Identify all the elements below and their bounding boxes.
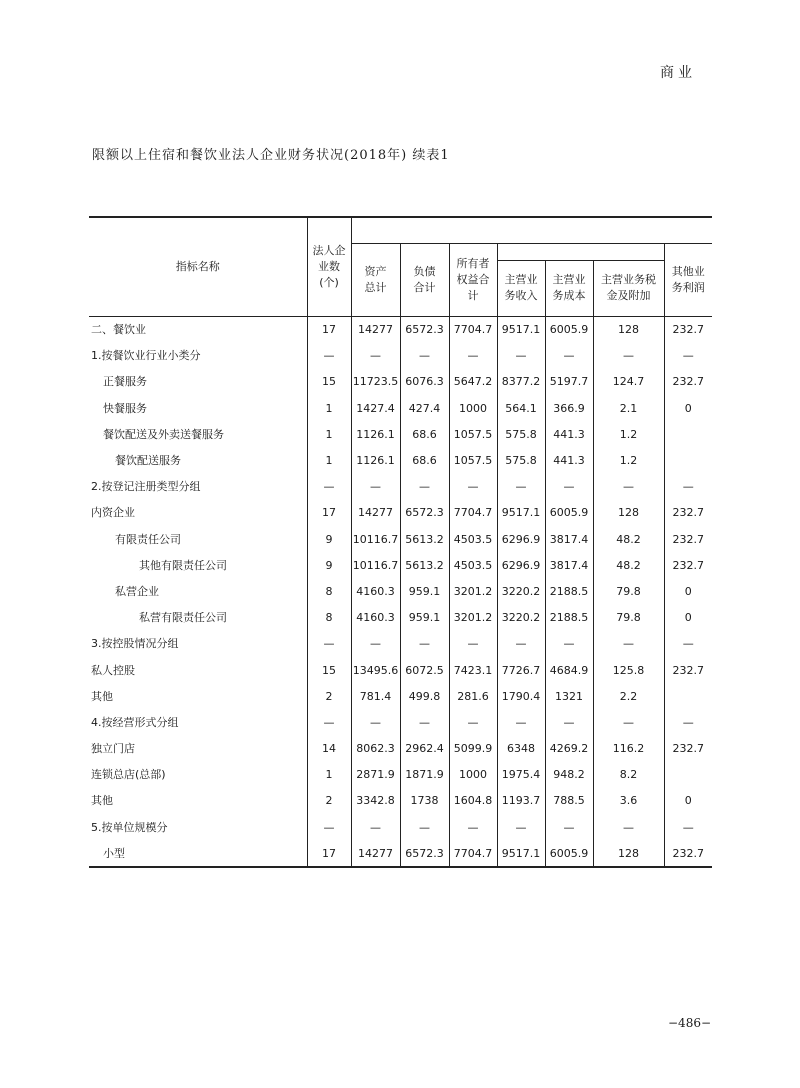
cell-other (664, 447, 712, 473)
row-label: 私人控股 (91, 663, 135, 677)
cell-other: 0 (664, 578, 712, 604)
cell-other: 232.7 (664, 500, 712, 526)
page-number: −486− (668, 1016, 712, 1030)
cell-liabilities: 5613.2 (400, 526, 449, 552)
cell-count: 8 (307, 605, 351, 631)
cell-liabilities: 499.8 (400, 683, 449, 709)
table-row (89, 814, 712, 840)
cell-cost: 2188.5 (545, 605, 593, 631)
row-label: 快餐服务 (103, 401, 147, 415)
cell-cost: 2188.5 (545, 578, 593, 604)
cell-assets: — (351, 474, 400, 500)
cell-liabilities: 5613.2 (400, 552, 449, 578)
cell-other: 232.7 (664, 369, 712, 395)
cell-equity: — (449, 474, 497, 500)
row-label: 有限责任公司 (115, 532, 181, 546)
cell-cost: — (545, 474, 593, 500)
row-label: 3.按控股情况分组 (91, 637, 179, 651)
cell-tax: 3.6 (593, 788, 664, 814)
cell-assets: 1427.4 (351, 395, 400, 421)
cell-equity: 3201.2 (449, 605, 497, 631)
cell-liabilities: 68.6 (400, 421, 449, 447)
cell-assets: 10116.7 (351, 526, 400, 552)
cell-liabilities: 1738 (400, 788, 449, 814)
table-row (89, 369, 712, 395)
header-liabilities: 负债合计 (400, 243, 449, 316)
cell-cost: — (545, 631, 593, 657)
cell-assets: 4160.3 (351, 578, 400, 604)
cell-count: 1 (307, 762, 351, 788)
cell-count: 1 (307, 421, 351, 447)
cell-assets: 4160.3 (351, 605, 400, 631)
cell-assets: — (351, 814, 400, 840)
cell-liabilities: 959.1 (400, 605, 449, 631)
cell-cost: 6005.9 (545, 840, 593, 867)
cell-count: 17 (307, 840, 351, 867)
cell-count: 2 (307, 683, 351, 709)
cell-other (664, 683, 712, 709)
cell-revenue: 9517.1 (497, 500, 545, 526)
row-label: 其他 (91, 689, 113, 703)
cell-other: 232.7 (664, 657, 712, 683)
cell-revenue: 575.8 (497, 447, 545, 473)
cell-cost: 5197.7 (545, 369, 593, 395)
cell-cost: 441.3 (545, 421, 593, 447)
cell-revenue: — (497, 474, 545, 500)
cell-assets: 14277 (351, 500, 400, 526)
cell-count: 2 (307, 788, 351, 814)
cell-count: — (307, 474, 351, 500)
cell-liabilities: 6572.3 (400, 840, 449, 867)
cell-count: 15 (307, 657, 351, 683)
cell-other: 0 (664, 605, 712, 631)
header-count: 法人企业数(个) (307, 217, 351, 316)
row-label: 私营企业 (115, 584, 159, 598)
row-label: 正餐服务 (103, 375, 147, 389)
cell-revenue: — (497, 343, 545, 369)
cell-tax: — (593, 631, 664, 657)
cell-equity: 7704.7 (449, 316, 497, 343)
cell-other: 0 (664, 395, 712, 421)
cell-tax: — (593, 814, 664, 840)
cell-liabilities: — (400, 709, 449, 735)
cell-assets: 3342.8 (351, 788, 400, 814)
cell-other: — (664, 343, 712, 369)
cell-equity: — (449, 631, 497, 657)
cell-assets: 13495.6 (351, 657, 400, 683)
row-label: 2.按登记注册类型分组 (91, 480, 201, 494)
cell-count: 9 (307, 552, 351, 578)
cell-equity: 4503.5 (449, 526, 497, 552)
cell-revenue: 6348 (497, 736, 545, 762)
header-assets: 资产总计 (351, 243, 400, 316)
table-row (89, 421, 712, 447)
cell-assets: 1126.1 (351, 447, 400, 473)
row-label: 独立门店 (91, 742, 135, 756)
cell-tax: 79.8 (593, 605, 664, 631)
cell-assets: 14277 (351, 840, 400, 867)
cell-assets: — (351, 343, 400, 369)
cell-cost: 948.2 (545, 762, 593, 788)
table-row (89, 343, 712, 369)
cell-assets: 14277 (351, 316, 400, 343)
table-row (89, 500, 712, 526)
row-label: 二、餐饮业 (89, 316, 307, 343)
cell-revenue: 1975.4 (497, 762, 545, 788)
cell-liabilities: — (400, 631, 449, 657)
cell-equity: 1000 (449, 395, 497, 421)
row-label: 5.按单位规模分 (91, 820, 168, 834)
cell-revenue: 3220.2 (497, 578, 545, 604)
cell-cost: 366.9 (545, 395, 593, 421)
cell-revenue: — (497, 814, 545, 840)
cell-equity: 1604.8 (449, 788, 497, 814)
table-row (89, 395, 712, 421)
row-label: 私营有限责任公司 (139, 611, 227, 625)
cell-cost: 1321 (545, 683, 593, 709)
table-row (89, 526, 712, 552)
header-name: 指标名称 (89, 217, 307, 316)
cell-other (664, 421, 712, 447)
cell-count: — (307, 631, 351, 657)
cell-other: — (664, 814, 712, 840)
cell-cost: 4269.2 (545, 736, 593, 762)
header-tax: 主营业务税金及附加 (593, 260, 664, 316)
cell-count: 1 (307, 395, 351, 421)
cell-tax: 124.7 (593, 369, 664, 395)
cell-revenue: 8377.2 (497, 369, 545, 395)
cell-revenue: 9517.1 (497, 840, 545, 867)
cell-assets: 2871.9 (351, 762, 400, 788)
cell-cost: 4684.9 (545, 657, 593, 683)
cell-liabilities: — (400, 814, 449, 840)
cell-tax: 128 (593, 840, 664, 867)
cell-other: 232.7 (664, 736, 712, 762)
row-label: 小型 (89, 840, 307, 867)
cell-cost: 788.5 (545, 788, 593, 814)
cell-equity: — (449, 343, 497, 369)
table-row (89, 605, 712, 631)
cell-equity: — (449, 814, 497, 840)
cell-other: 232.7 (664, 526, 712, 552)
cell-cost: 3817.4 (545, 526, 593, 552)
cell-count: 17 (307, 500, 351, 526)
cell-equity: 1000 (449, 762, 497, 788)
header-cost: 主营业务成本 (545, 260, 593, 316)
cell-cost: 6005.9 (545, 500, 593, 526)
row-label: 其他有限责任公司 (139, 558, 227, 572)
cell-tax: 2.2 (593, 683, 664, 709)
cell-tax: 128 (593, 316, 664, 343)
header-subgroup-blank (497, 243, 664, 260)
cell-liabilities: — (400, 343, 449, 369)
cell-count: 1 (307, 447, 351, 473)
cell-count: — (307, 343, 351, 369)
table-row (89, 762, 712, 788)
cell-tax: 48.2 (593, 526, 664, 552)
cell-liabilities: 2962.4 (400, 736, 449, 762)
cell-revenue: 564.1 (497, 395, 545, 421)
table-row (89, 736, 712, 762)
cell-tax: 48.2 (593, 552, 664, 578)
cell-revenue: 7726.7 (497, 657, 545, 683)
header-other-profit: 其他业务利润 (664, 243, 712, 316)
cell-assets: 781.4 (351, 683, 400, 709)
cell-tax: 2.1 (593, 395, 664, 421)
table-row (89, 316, 712, 343)
cell-liabilities: 6572.3 (400, 316, 449, 343)
table-row (89, 631, 712, 657)
cell-tax: — (593, 474, 664, 500)
cell-equity: 7704.7 (449, 500, 497, 526)
cell-assets: 8062.3 (351, 736, 400, 762)
cell-tax: 79.8 (593, 578, 664, 604)
cell-assets: — (351, 631, 400, 657)
table-row (89, 683, 712, 709)
cell-revenue: 6296.9 (497, 552, 545, 578)
cell-other: 232.7 (664, 552, 712, 578)
table-row (89, 447, 712, 473)
cell-other: — (664, 474, 712, 500)
cell-cost: 3817.4 (545, 552, 593, 578)
header-group-blank (351, 217, 712, 243)
cell-tax: — (593, 709, 664, 735)
cell-liabilities: 427.4 (400, 395, 449, 421)
cell-cost: 6005.9 (545, 316, 593, 343)
cell-count: — (307, 814, 351, 840)
cell-equity: 1057.5 (449, 447, 497, 473)
cell-assets: 11723.5 (351, 369, 400, 395)
table-row (89, 474, 712, 500)
cell-count: — (307, 709, 351, 735)
cell-other: — (664, 631, 712, 657)
cell-equity: 5647.2 (449, 369, 497, 395)
cell-equity: 281.6 (449, 683, 497, 709)
table-row (89, 709, 712, 735)
cell-count: 9 (307, 526, 351, 552)
cell-revenue: 3220.2 (497, 605, 545, 631)
cell-tax: 1.2 (593, 421, 664, 447)
cell-cost: — (545, 814, 593, 840)
cell-liabilities: 68.6 (400, 447, 449, 473)
cell-cost: — (545, 343, 593, 369)
cell-revenue: 9517.1 (497, 316, 545, 343)
cell-other: 0 (664, 788, 712, 814)
cell-equity: 5099.9 (449, 736, 497, 762)
table-row (89, 552, 712, 578)
cell-revenue: — (497, 709, 545, 735)
cell-assets: — (351, 709, 400, 735)
cell-tax: 116.2 (593, 736, 664, 762)
cell-tax: 128 (593, 500, 664, 526)
cell-count: 8 (307, 578, 351, 604)
cell-tax: 1.2 (593, 447, 664, 473)
row-label: 餐饮配送及外卖送餐服务 (103, 427, 224, 441)
cell-equity: — (449, 709, 497, 735)
cell-tax: 125.8 (593, 657, 664, 683)
cell-count: 14 (307, 736, 351, 762)
table-title: 限额以上住宿和餐饮业法人企业财务状况(2018年) 续表1 (92, 148, 450, 163)
row-label: 其他 (91, 794, 113, 808)
cell-other (664, 762, 712, 788)
row-label: 1.按餐饮业行业小类分 (91, 349, 201, 363)
header-revenue: 主营业务收入 (497, 260, 545, 316)
table-row (89, 788, 712, 814)
cell-revenue: 575.8 (497, 421, 545, 447)
cell-revenue: 6296.9 (497, 526, 545, 552)
cell-cost: — (545, 709, 593, 735)
cell-count: 17 (307, 316, 351, 343)
cell-liabilities: 6572.3 (400, 500, 449, 526)
cell-count: 15 (307, 369, 351, 395)
table-row (89, 657, 712, 683)
cell-liabilities: 959.1 (400, 578, 449, 604)
cell-other: 232.7 (664, 316, 712, 343)
cell-revenue: 1790.4 (497, 683, 545, 709)
cell-equity: 3201.2 (449, 578, 497, 604)
cell-liabilities: 1871.9 (400, 762, 449, 788)
cell-other: 232.7 (664, 840, 712, 867)
table-row (89, 578, 712, 604)
cell-liabilities: — (400, 474, 449, 500)
cell-liabilities: 6072.5 (400, 657, 449, 683)
row-label: 内资企业 (91, 506, 135, 520)
row-label: 餐饮配送服务 (115, 454, 181, 468)
table-row (89, 840, 712, 867)
row-label: 连锁总店(总部) (91, 768, 166, 782)
cell-tax: 8.2 (593, 762, 664, 788)
cell-liabilities: 6076.3 (400, 369, 449, 395)
cell-other: — (664, 709, 712, 735)
cell-assets: 10116.7 (351, 552, 400, 578)
row-label: 4.按经营形式分组 (91, 715, 179, 729)
cell-equity: 7704.7 (449, 840, 497, 867)
cell-revenue: 1193.7 (497, 788, 545, 814)
cell-tax: — (593, 343, 664, 369)
cell-assets: 1126.1 (351, 421, 400, 447)
cell-equity: 1057.5 (449, 421, 497, 447)
financial-table (89, 216, 712, 868)
cell-equity: 7423.1 (449, 657, 497, 683)
cell-cost: 441.3 (545, 447, 593, 473)
cell-equity: 4503.5 (449, 552, 497, 578)
cell-revenue: — (497, 631, 545, 657)
header-equity: 所有者权益合计 (449, 243, 497, 316)
section-label: 商业 (660, 65, 696, 81)
